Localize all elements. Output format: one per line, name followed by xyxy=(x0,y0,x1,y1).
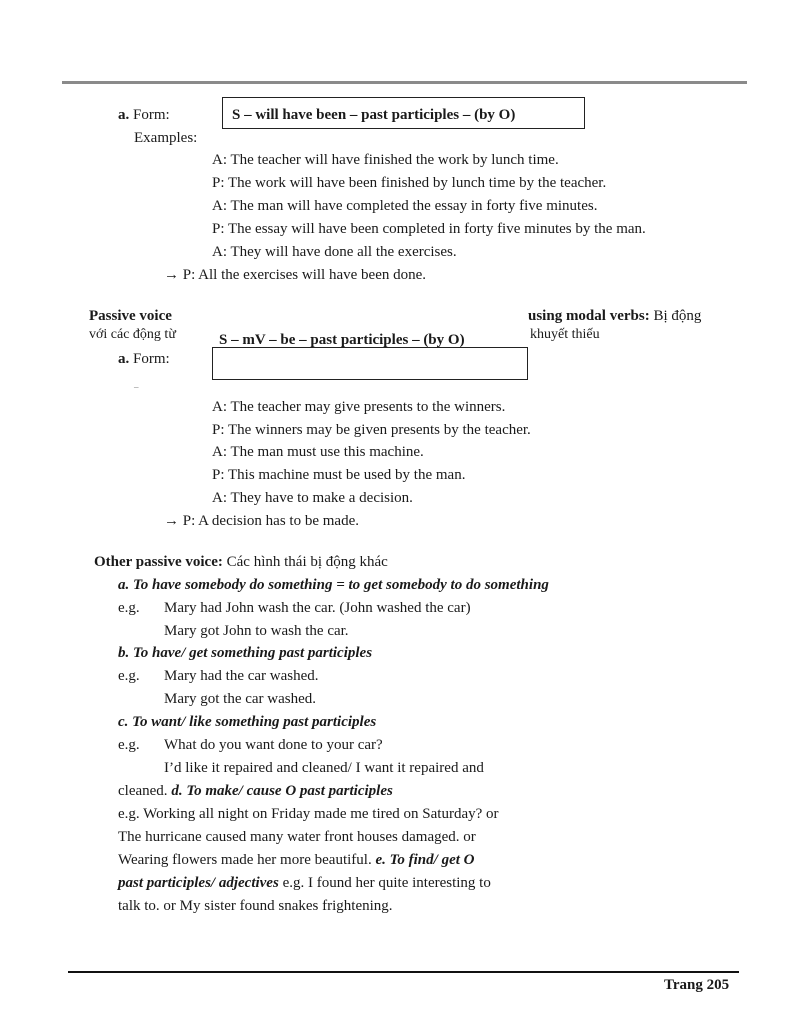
form-text-1: Form: xyxy=(129,107,170,123)
modal-sub-right: khuyết thiếu xyxy=(530,327,600,342)
form-prefix-2: a. xyxy=(118,351,130,367)
modal-heading-text: Bị động xyxy=(649,308,702,324)
section-e-title: e. To find/ get O xyxy=(375,852,475,868)
example-line: P: The winners may be given presents by the teacher. xyxy=(212,422,531,438)
form-text-2: Form: xyxy=(129,351,170,367)
page-number: Trang 205 xyxy=(664,977,730,993)
modal-sub-left: với các động từ xyxy=(89,327,176,342)
example-line: The hurricane caused many water front houses damaged. or xyxy=(118,829,476,845)
example-line: A: They will have done all the exercises. xyxy=(212,244,457,260)
mixed-line xyxy=(118,851,474,869)
example-line: A: The teacher may give presents to the winners. xyxy=(212,399,506,415)
example-line: A: The man must use this machine. xyxy=(212,444,424,460)
formula-box-2 xyxy=(212,347,528,380)
eg-label: e.g. xyxy=(118,668,140,684)
example-line: Mary got the car washed. xyxy=(164,691,317,707)
example-text: cleaned. xyxy=(118,783,168,799)
mixed-line xyxy=(118,874,491,892)
eg-label: e.g. xyxy=(118,600,140,616)
stray-dash: – xyxy=(134,382,139,392)
modal-heading-left: Passive voice xyxy=(89,308,172,324)
modal-heading-bold: using modal verbs: xyxy=(528,308,650,324)
examples-label: Examples: xyxy=(134,130,198,146)
example-line: A: They have to make a decision. xyxy=(212,490,413,506)
formula-1: S – will have been – past participles – (by O) xyxy=(232,107,516,123)
example-text: Wearing flowers made her more beautiful. xyxy=(118,852,372,868)
example-line: e.g. Working all night on Friday made me tired on Saturday? or xyxy=(118,806,499,822)
example-line: A: The teacher will have finished the work by lunch time. xyxy=(212,152,559,168)
modal-heading-right xyxy=(528,307,701,325)
example-line: P: The work will have been finished by lunch time by the teacher. xyxy=(212,175,607,191)
top-rule xyxy=(62,81,747,84)
form-label-2 xyxy=(118,350,170,368)
footer-rule xyxy=(68,971,739,973)
section-b-title: b. To have/ get something past participles xyxy=(118,645,373,661)
other-heading-bold: Other passive voice: xyxy=(94,554,223,570)
example-line: Mary had John wash the car. (John washed the car) xyxy=(164,600,471,616)
example-text: e.g. I found her quite interesting to xyxy=(278,875,491,891)
example-line: What do you want done to your car? xyxy=(164,737,383,753)
conclusion-line: → P: A decision has to be made. xyxy=(164,513,359,529)
example-line: A: The man will have completed the essay in forty five minutes. xyxy=(212,198,598,214)
example-line: P: This machine must be used by the man. xyxy=(212,467,466,483)
section-a-title: a. To have somebody do something = to get somebody to do something xyxy=(118,577,549,593)
example-line: talk to. or My sister found snakes frightening. xyxy=(118,898,393,914)
other-heading-text: Các hình thái bị động khác xyxy=(222,554,388,570)
section-e-title-cont: past participles/ adjectives xyxy=(118,875,279,891)
conclusion-line: → P: All the exercises will have been done. xyxy=(164,267,427,283)
eg-label: e.g. xyxy=(118,737,140,753)
section-c-title: c. To want/ like something past participles xyxy=(118,714,377,730)
formula-2: S – mV – be – past participles – (by O) xyxy=(219,332,465,348)
form-label-1 xyxy=(118,106,170,124)
example-line: Mary got John to wash the car. xyxy=(164,623,349,639)
example-line: Mary had the car washed. xyxy=(164,668,319,684)
example-line: P: The essay will have been completed in forty five minutes by the man. xyxy=(212,221,646,237)
mixed-line xyxy=(118,782,393,800)
example-line: I’d like it repaired and cleaned/ I want it repaired and xyxy=(164,760,484,776)
section-d-title: d. To make/ cause O past participles xyxy=(171,783,393,799)
other-heading xyxy=(94,553,388,571)
form-prefix-1: a. xyxy=(118,107,130,123)
